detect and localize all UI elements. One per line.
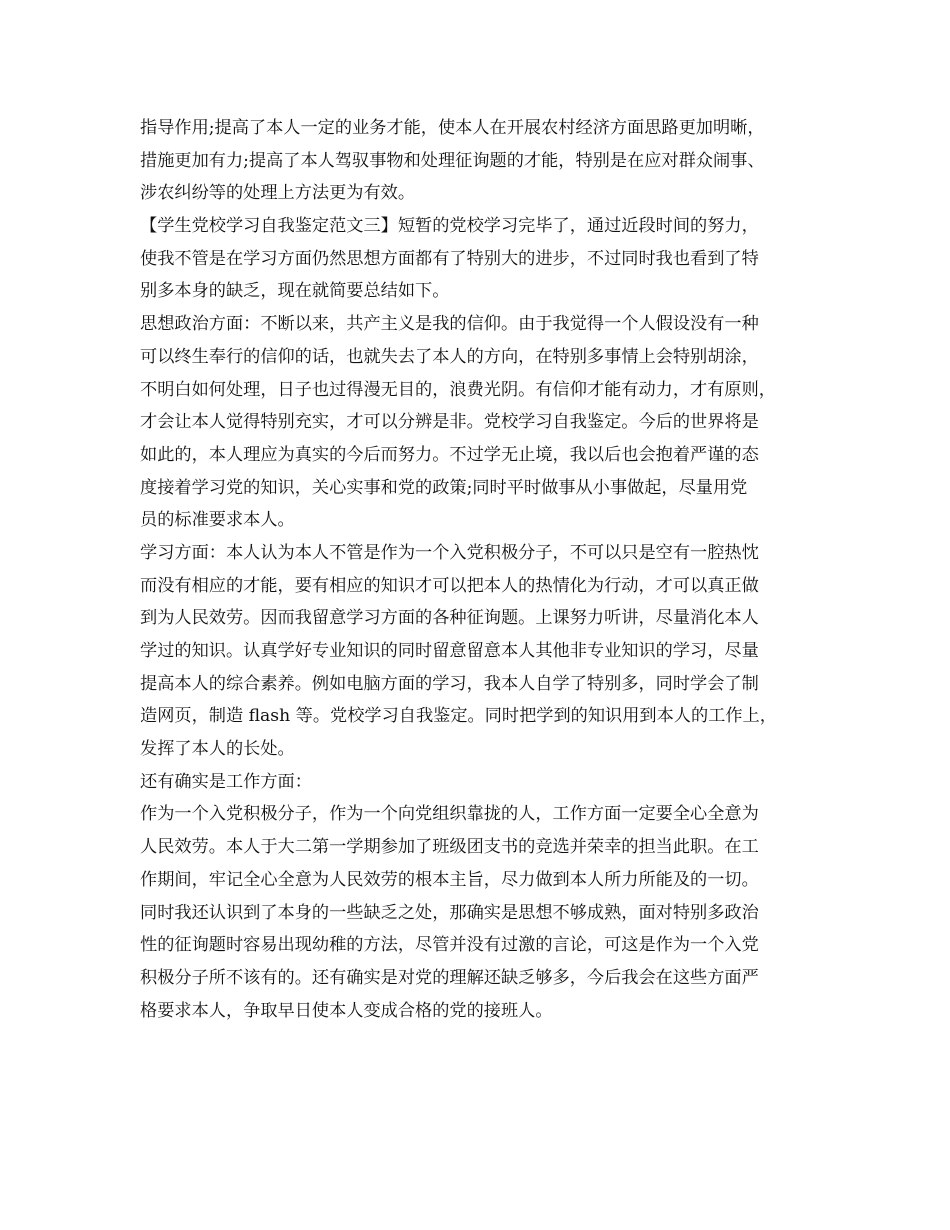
text-line: 发挥了本人的长处。 [140, 739, 295, 760]
text-line: 作期间，牢记全心全意为人民效劳的根本主旨，尽力做到本人所力所能及的一切。 [140, 869, 759, 890]
paragraph-5 [140, 766, 830, 799]
text-line: 性的征询题时容易出现幼稚的方法，尽管并没有过激的言论，可这是作为一个入党 [140, 935, 759, 956]
text-line: 还有确实是工作方面： [140, 771, 312, 792]
text-line: 学过的知识。认真学好专业知识的同时留意留意本人其他非专业知识的学习，尽量 [140, 641, 759, 661]
paragraph-6 [140, 798, 830, 1027]
text-line: 学习方面：本人认为本人不管是作为一个入党积极分子，不可以只是空有一腔热忱 [140, 542, 759, 563]
text-line: 才会让本人觉得特别充实，才可以分辨是非。党校学习自我鉴定。今后的世界将是 [140, 412, 759, 433]
text-line: 提高本人的综合素养。例如电脑方面的学习，我本人自学了特别多，同时学会了制 [140, 673, 759, 694]
text-line: 别多本身的缺乏，现在就简要总结如下。 [140, 281, 450, 302]
text-line: 思想政治方面：不断以来，共产主义是我的信仰。由于我觉得一个人假设没有一种 [140, 314, 759, 335]
text-line: 造网页，制造 flash 等。党校学习自我鉴定。同时把学到的知识用到本人的工作上， [140, 706, 777, 727]
paragraph-4 [140, 537, 830, 766]
text-line: 如此的，本人理应为真实的今后而努力。不过学无止境，我以后也会抱着严谨的态 [140, 444, 759, 465]
paragraph-1 [140, 112, 830, 210]
text-line: 而没有相应的才能，要有相应的知识才可以把本人的热情化为行动，才可以真正做 [140, 575, 759, 596]
text-line: 度接着学习党的知识，关心实事和党的政策;同时平时做事从小事做起，尽量用党 [140, 477, 748, 498]
text-line: 员的标准要求本人。 [140, 510, 295, 531]
text-line: 到为人民效劳。因而我留意学习方面的各种征询题。上课努力听讲，尽量消化本人 [140, 608, 759, 629]
text-line: 不明白如何处理，日子也过得漫无目的，浪费光阴。有信仰才能有动力，才有原则， [140, 379, 776, 400]
text-line: 【学生党校学习自我鉴定范文三】短暂的党校学习完毕了，通过近段时间的努力， [140, 216, 759, 237]
paragraph-3 [140, 308, 830, 537]
text-line: 积极分子所不该有的。还有确实是对党的理解还缺乏够多，今后我会在这些方面严 [140, 967, 759, 988]
document-body [140, 112, 830, 1027]
text-line: 使我不管是在学习方面仍然思想方面都有了特别大的进步，不过同时我也看到了特 [140, 248, 759, 269]
text-line: 人民效劳。本人于大二第一学期参加了班级团支书的竞选并荣幸的担当此职。在工 [140, 837, 759, 858]
text-line: 涉农纠纷等的处理上方法更为有效。 [140, 183, 416, 204]
text-line: 作为一个入党积极分子，作为一个向党组织靠拢的人，工作方面一定要全心全意为 [140, 804, 759, 825]
text-line: 同时我还认识到了本身的一些缺乏之处，那确实是思想不够成熟，面对特别多政治 [140, 902, 759, 923]
text-line: 措施更加有力;提高了本人驾驭事物和处理征询题的才能，特别是在应对群众闹事、 [140, 150, 765, 171]
text-line: 指导作用;提高了本人一定的业务才能，使本人在开展农村经济方面思路更加明晰， [140, 118, 765, 138]
text-line: 格要求本人，争取早日使本人变成合格的党的接班人。 [140, 1000, 553, 1021]
paragraph-2 [140, 210, 830, 308]
text-line: 可以终生奉行的信仰的话，也就失去了本人的方向，在特别多事情上会特别胡涂， [140, 346, 759, 367]
